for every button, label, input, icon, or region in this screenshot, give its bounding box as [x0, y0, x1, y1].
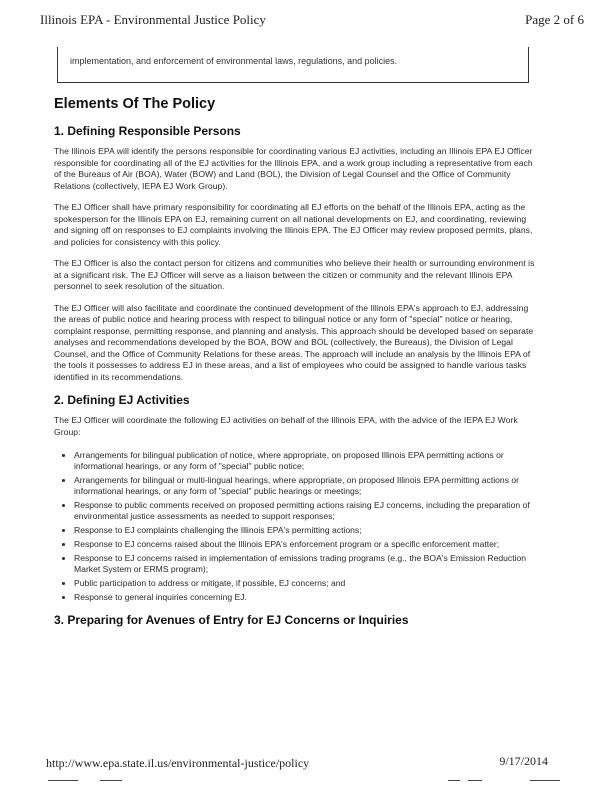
list-item: • Arrangements for bilingual or multi-lingual hearings, where appropriate, on proposed Illinois EPA permitting actions or informational hearings, or any form of "special" public hearings or meetings;: [74, 475, 536, 497]
policy-content: [54, 92, 536, 635]
page-number: Page 2 of 6: [525, 12, 584, 27]
continued-text-box: [57, 47, 529, 83]
list-item: • Arrangements for bilingual publication of notice, where appropriate, on proposed Illinois EPA permitting actions or informational hearings, or any form of "special" public notice;: [74, 450, 536, 472]
list-item: • Response to general inquiries concerning EJ.: [74, 592, 536, 603]
footer-divider: [48, 780, 78, 781]
paragraph: The EJ Officer will coordinate the following EJ activities on behalf of the Illinois EPA, with the advice of the IEPA EJ Work Group:: [54, 415, 518, 437]
list-item: • Response to public comments received on proposed permitting actions raising EJ concerns, including the preparation of environmental justice assessments as needed to support responses;: [74, 500, 536, 522]
ej-activities-list: [54, 450, 536, 603]
section-title-elements: Elements Of The Policy: [54, 96, 216, 112]
footer-divider: [448, 780, 460, 781]
list-item: • Response to EJ complaints challenging the Illinois EPA's permitting actions;: [74, 525, 536, 536]
page-header-title: Illinois EPA - Environmental Justice Policy: [40, 12, 266, 27]
footer-divider: [100, 780, 122, 781]
footer-divider: [530, 780, 560, 781]
paragraph: The EJ Officer is also the contact person for citizens and communities who believe their health or surrounding environment is at a significant risk. The EJ Officer will serve as a liaison between the citizen or community and the relevant Illinois EPA personnel to seek resolution of the situation.: [54, 258, 535, 291]
paragraph: The Illinois EPA will identify the persons responsible for coordinating various EJ activities, including an Illinois EPA EJ Officer responsible for coordinating all of the EJ activities for the Illinois EPA, and a work group including a representative from each of the Bureaus of Air (BOA), Water (BOW) and Land (BOL), the Division of Legal Counsel and the Office of Community Relations (collectively, IEPA EJ Work Group).: [54, 146, 533, 191]
paragraph: The EJ Officer will also facilitate and coordinate the continued development of the Illinois EPA's approach to EJ, addressing the areas of public notice and hearing process with respect to bilingual notice or any form of "special" notice or hearing, complaint response, permitting response, and planning and analysis. This approach should be developed based on separate analyses and recommendations developed by the BOA, BOW and BOL (collectively, the Bureaus), the Division of Legal Counsel, and the Office of Community Relations for these areas. The approach will include an analysis by the Illinois EPA of the tools it possesses to address EJ in these areas, and a list of employees who could be assigned to handle various tasks identified in its recommendations.: [54, 302, 534, 382]
footer-date: 9/17/2014: [499, 754, 548, 768]
list-item: • Response to EJ concerns raised about the Illinois EPA's enforcement program or a specific enforcement matter;: [74, 539, 536, 550]
heading-defining-ej-activities: 2. Defining EJ Activities: [54, 393, 190, 407]
list-item: • Public participation to address or mitigate, if possible, EJ concerns; and: [74, 578, 536, 589]
footer-divider: [468, 780, 482, 781]
heading-defining-responsible-persons: 1. Defining Responsible Persons: [54, 124, 241, 138]
footer-url[interactable]: http://www.epa.state.il.us/environmental-justice/policy: [46, 756, 310, 770]
continued-text: implementation, and enforcement of environmental laws, regulations, and policies.: [70, 56, 398, 66]
paragraph: The EJ Officer shall have primary responsibility for coordinating all EJ efforts on the behalf of the Illinois EPA, acting as the spokesperson for the Illinois EPA on EJ, remaining current on all national developments on EJ, and coordinating, reviewing and signing off on responses to EJ complaints involving the Illinois EPA. The EJ Officer may review proposed permits, plans, and policies for consistency with this policy.: [54, 202, 533, 247]
heading-preparing-avenues: 3. Preparing for Avenues of Entry for EJ Concerns or Inquiries: [54, 613, 409, 627]
list-item: • Response to EJ concerns raised in implementation of emissions trading programs (e.g., the BOA's Emission Reduction Market System or ERMS program);: [74, 553, 536, 575]
